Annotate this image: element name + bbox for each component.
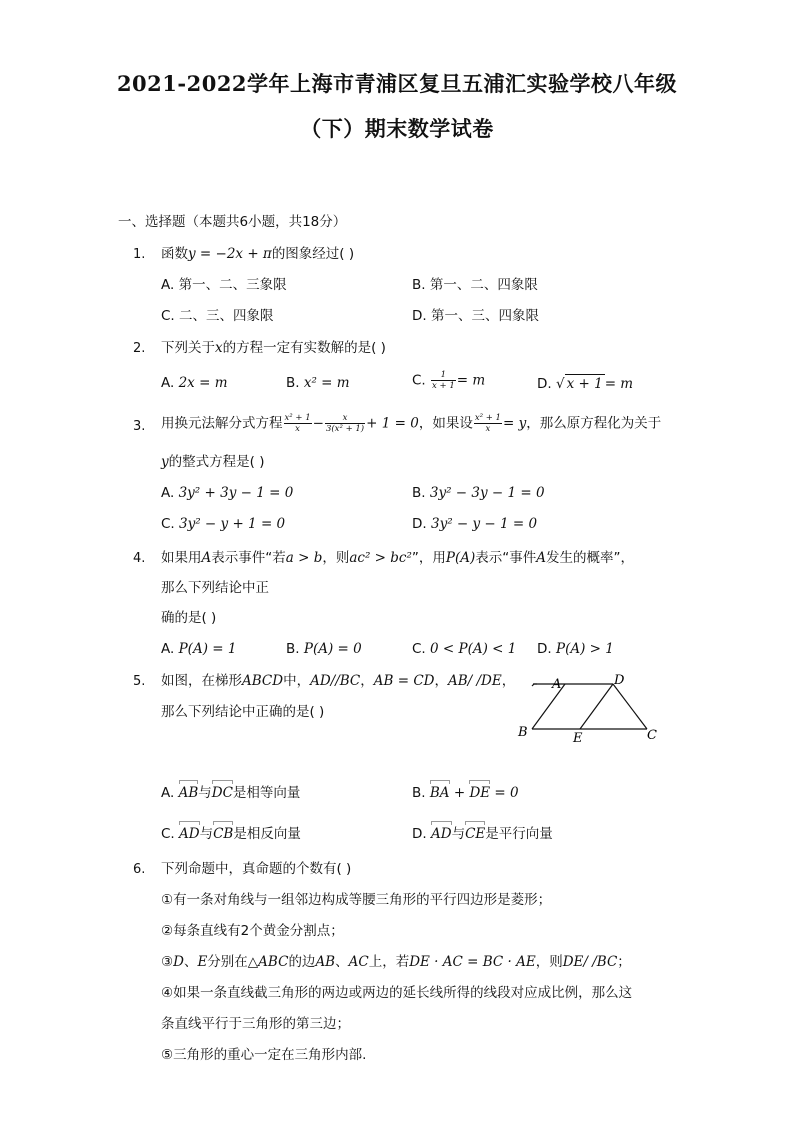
q4-stem-line2: 那么下列结论中正 [161,580,269,596]
label-b: B [518,725,528,740]
q3-stem-line2: y的整式方程是( ) [161,454,265,470]
q3-option-c[interactable]: C. 3y² − y + 1 = 0 [161,516,286,532]
q2-option-c[interactable]: C. $\frac{1}{x + 1}$ = m [412,370,486,391]
q3-stem: 用换元法解分式方程 $\frac{\text{x² + 1}}{x}$ − $\frac{x}{\text{3(x² + 1)}}$ + 1 = 0，如果设 $\frac{\text{x² + 1}}{x}$ = y，那么原方程化为关于 [161,413,662,434]
q1-option-a[interactable]: A. 第一、二、三象限 [161,277,287,293]
label-d: D [614,673,625,688]
q1-stem: 函数y = −2x + π的图象经过( ) [161,246,355,262]
page-title-line2: （下）期末数学试卷 [300,116,494,141]
q2-option-b[interactable]: B. x² = m [286,375,350,391]
q5-option-a[interactable]: A. AB与DC是相等向量 [161,780,300,802]
q1-option-b[interactable]: B. 第一、二、四象限 [412,277,538,293]
q4-number: 4. [133,551,146,566]
q5-option-c[interactable]: C. AD与CB是相反向量 [161,821,301,843]
q6-stem: 下列命题中，真命题的个数有( ) [161,861,352,877]
q2-stem: 下列关于x的方程一定有实数解的是( ) [161,340,386,356]
label-a: A [552,677,562,692]
q6-statement-1: ①有一条对角线与一组邻边构成等腰三角形的平行四边形是菱形； [161,892,552,908]
q4-stem-line3: 确的是( ) [161,610,217,626]
q1-number: 1. [133,247,146,262]
q4-option-d[interactable]: D. P(A) > 1 [537,641,614,657]
q4-option-c[interactable]: C. 0 < P(A) < 1 [412,641,517,657]
trapezoid-figure [510,668,670,750]
label-c: C [647,728,657,743]
q2-number: 2. [133,341,146,356]
q3-option-d[interactable]: D. 3y² − y − 1 = 0 [412,516,538,532]
segment-de [580,684,613,729]
q4-stem: 如果用A表示事件“若a > b，则ac² > bc²”，用P(A)表示“事件A发生的概率”， [161,550,634,566]
label-e: E [573,731,583,746]
q5-number: 5. [133,674,146,689]
q5-option-b[interactable]: B. BA + DE = 0 [412,780,519,802]
q6-statement-3: ③D、E分别在△ABC的边AB、AC上，若DE · AC = BC · AE，则DE/ /BC； [161,954,631,970]
q2-option-a[interactable]: A. 2x = m [161,375,228,391]
q4-option-a[interactable]: A. P(A) = 1 [161,641,237,657]
q6-statement-4: ④如果一条直线截三角形的两边或两边的延长线所得的线段对应成比例，那么这 [161,985,633,1001]
section-heading: 一、选择题（本题共6小题，共18分） [118,214,347,230]
q1-option-c[interactable]: C. 二、三、四象限 [161,308,274,324]
q3-option-b[interactable]: B. 3y² − 3y − 1 = 0 [412,485,545,501]
q5-option-d[interactable]: D. AD与CE是平行向量 [412,821,553,843]
q6-statement-4-cont: 条直线平行于三角形的第三边； [161,1016,350,1032]
segment-dc [613,684,647,729]
q3-number: 3. [133,419,146,434]
q6-number: 6. [133,862,146,877]
q6-statement-2: ②每条直线有2个黄金分割点； [161,923,344,939]
q2-option-d[interactable]: D. √ x + 1 = m [537,376,634,392]
q3-option-a[interactable]: A. 3y² + 3y − 1 = 0 [161,485,294,501]
q6-statement-5: ⑤三角形的重心一定在三角形内部. [161,1047,367,1063]
q5-stem-line2: 那么下列结论中正确的是( ) [161,704,325,720]
q1-option-d[interactable]: D. 第一、三、四象限 [412,308,539,324]
page-title: 2021-2022学年上海市青浦区复旦五浦汇实验学校八年级 [116,71,678,96]
q5-stem: 如图，在梯形ABCD中，AD//BC，AB = CD，AB/ /DE， [161,673,516,689]
q4-option-b[interactable]: B. P(A) = 0 [286,641,362,657]
